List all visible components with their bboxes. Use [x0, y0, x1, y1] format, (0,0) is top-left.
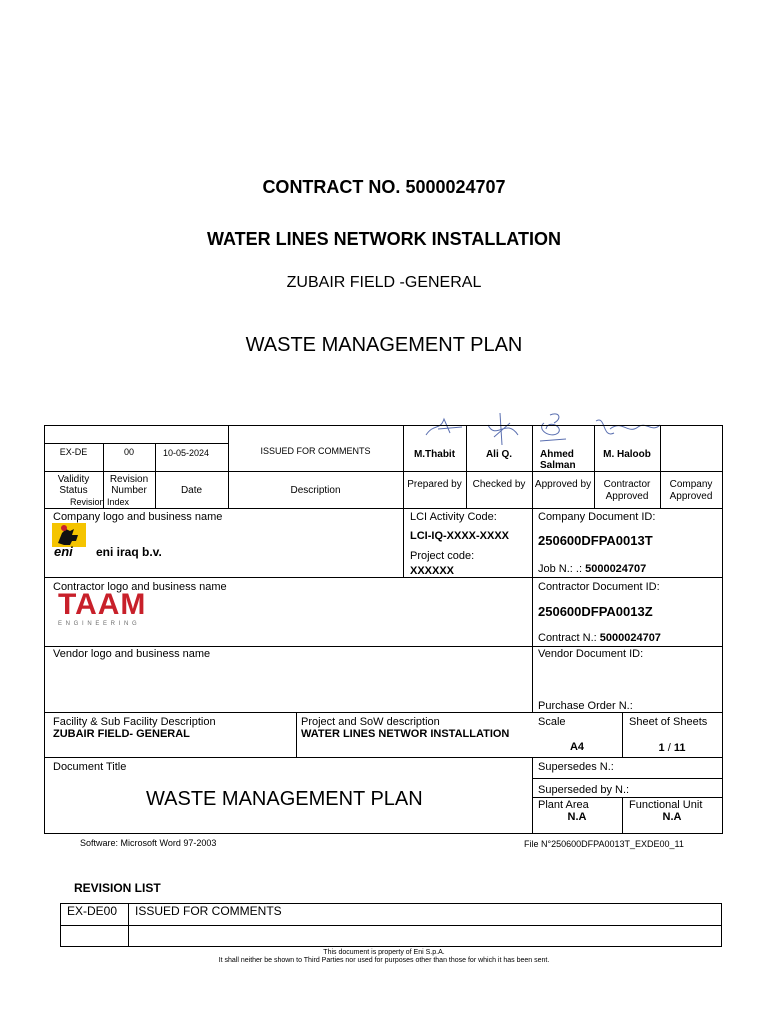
prepared-value: M.Thabit — [413, 449, 456, 460]
sheet-current: 1 — [658, 742, 665, 754]
sow-label: Project and SoW description — [301, 716, 440, 728]
doc-title-label: Document Title — [53, 761, 127, 773]
company-doc-id: 250600DFPA0013T — [538, 533, 653, 548]
company-doc-id-label: Company Document ID: — [538, 511, 656, 523]
contract-row — [538, 632, 661, 644]
project-code-value: XXXXXX — [410, 565, 455, 577]
contract-n-value: 5000024707 — [599, 632, 661, 644]
lci-code: LCI-IQ-XXXX-XXXX — [410, 530, 510, 542]
job-row — [538, 563, 646, 575]
facility-value: ZUBAIR FIELD- GENERAL — [53, 728, 190, 740]
plant-area-value: N.A — [567, 811, 587, 823]
purchase-order-label: Purchase Order N.: — [538, 700, 633, 712]
eni-logo-text: eni — [54, 544, 73, 559]
sheet-value — [622, 742, 722, 754]
contract-label: CONTRACT NO. — [262, 177, 401, 197]
header-prepared-by: Prepared by — [407, 479, 462, 490]
superseded-label: Superseded by N.: — [538, 784, 630, 796]
header-checked-by: Checked by — [472, 479, 526, 490]
header-contractor-approved: Contractor Approved — [603, 479, 651, 502]
header-description: Description — [290, 485, 341, 496]
scale-value: A4 — [569, 741, 585, 753]
contractor-doc-id: 250600DFPA0013Z — [538, 604, 653, 619]
revision-value: 00 — [123, 447, 134, 457]
functional-unit-label: Functional Unit — [629, 799, 703, 811]
vendor-doc-id-label: Vendor Document ID: — [538, 648, 644, 660]
sheet-separator: / — [667, 742, 671, 754]
approved-value: Ahmed Salman — [540, 449, 576, 471]
contract-heading — [0, 177, 768, 198]
supersedes-label: Supersedes N.: — [538, 761, 614, 773]
header-revision-index: Revision Index — [69, 497, 130, 507]
facility-label: Facility & Sub Facility Description — [53, 716, 216, 728]
company-name: eni iraq b.v. — [96, 545, 162, 559]
property-notice-line1: This document is property of Eni S.p.A. — [323, 949, 445, 956]
contract-n-label: Contract N.: — [538, 632, 597, 644]
header-validity-status: Validity Status — [57, 474, 90, 496]
scale-label: Scale — [538, 716, 566, 728]
signatures-graphic — [410, 405, 670, 450]
document-title: WASTE MANAGEMENT PLAN — [245, 334, 523, 356]
software-note: Software: Microsoft Word 97-2003 — [80, 838, 217, 848]
job-value: 5000024707 — [585, 563, 647, 575]
date-value: 10-05-2024 — [163, 448, 210, 458]
taam-logo-text: TAAM — [58, 588, 147, 621]
header-date: Date — [180, 485, 203, 496]
sow-value: WATER LINES NETWOR INSTALLATION — [301, 728, 510, 740]
sheet-total: 11 — [673, 742, 686, 754]
job-label: Job N.: .: — [538, 563, 583, 575]
header-revision-number: Revision Number — [109, 474, 149, 496]
field-name: ZUBAIR FIELD -GENERAL — [286, 274, 482, 291]
eni-logo — [52, 523, 86, 559]
vendor-label: Vendor logo and business name — [53, 648, 211, 660]
project-code-label: Project code: — [410, 550, 475, 562]
revision-list-row: EX-DE00 — [67, 904, 118, 918]
revision-list-title: REVISION LIST — [74, 881, 161, 895]
contractor-label: Contractor logo and business name — [53, 581, 227, 593]
property-notice-line2: It shall neither be shown to Third Parties nor used for purposes other than those for which it has been sent. — [218, 957, 550, 964]
checked-value: Ali Q. — [485, 449, 513, 460]
project-title: WATER LINES NETWORK INSTALLATION — [207, 229, 561, 249]
description-value: ISSUED FOR COMMENTS — [260, 446, 371, 456]
header-company-approved: Company Approved — [669, 479, 713, 502]
sheet-label: Sheet of Sheets — [629, 716, 708, 728]
file-number: File N°250600DFPA0013T_EXDE00_11 — [524, 839, 684, 849]
company-label: Company logo and business name — [53, 511, 223, 523]
header-approved-by: Approved by — [534, 479, 592, 490]
taam-logo-subtext: E N G I N E E R I N G — [58, 621, 138, 627]
lci-label: LCI Activity Code: — [410, 511, 497, 523]
plant-area-label: Plant Area — [538, 799, 589, 811]
taam-logo — [58, 590, 178, 628]
doc-title-value: WASTE MANAGEMENT PLAN — [146, 788, 423, 810]
functional-unit-value: N.A — [662, 811, 682, 823]
contract-number: 5000024707 — [405, 177, 506, 197]
contractor-doc-id-label: Contractor Document ID: — [538, 581, 660, 593]
revision-list-row-text: ISSUED FOR COMMENTS — [135, 904, 282, 918]
validity-value: EX-DE — [59, 447, 88, 457]
contractor-approved-value: M. Haloob — [603, 449, 651, 460]
